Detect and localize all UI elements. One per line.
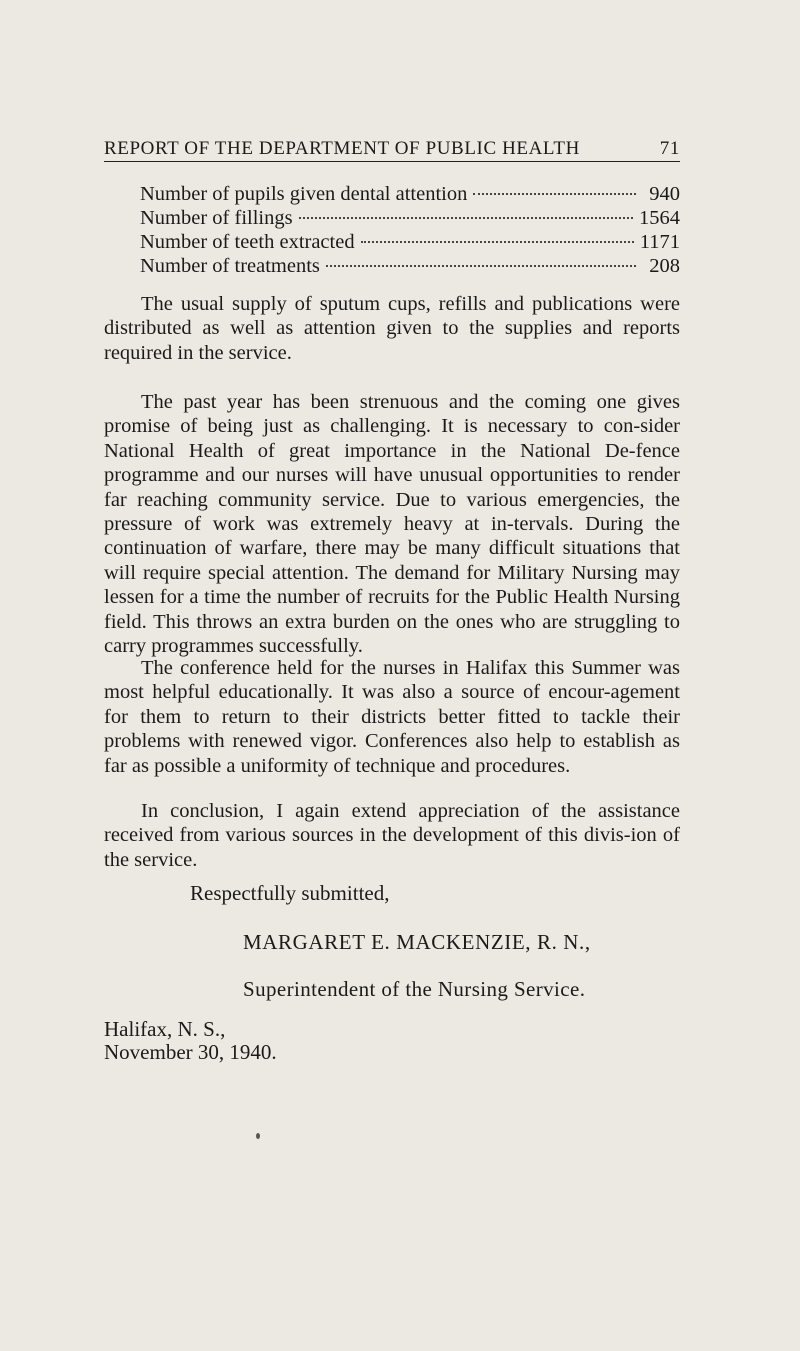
signature-name: MARGARET E. MACKENZIE, R. N., xyxy=(243,930,591,954)
paragraph-conclusion: In conclusion, I again extend appreciation of the assistance received from various sources in the development of this divis-ion of the service. xyxy=(104,800,680,871)
dot-leader xyxy=(473,193,636,195)
stat-value: 1171 xyxy=(639,231,680,253)
stat-value: 1564 xyxy=(639,207,680,229)
paragraph-supplies: The usual supply of sputum cups, refills and publications were distributed as well as attention given to the supplies and reports required in the service. xyxy=(104,293,680,364)
signature-title: Superintendent of the Nursing Service. xyxy=(243,977,586,1001)
stat-row xyxy=(140,206,680,230)
stat-value: 940 xyxy=(649,183,680,205)
place-and-date xyxy=(104,1018,277,1064)
stat-label: Number of treatments xyxy=(140,255,320,277)
closing-line: Respectfully submitted, xyxy=(190,881,390,905)
stat-label: Number of pupils given dental attention xyxy=(140,183,468,205)
stat-value: 208 xyxy=(649,255,680,277)
running-header xyxy=(104,132,680,162)
place-date: November 30, 1940. xyxy=(104,1040,277,1064)
dot-leader xyxy=(361,241,634,243)
stat-label: Number of teeth extracted xyxy=(140,231,355,253)
ink-speck xyxy=(256,1133,260,1139)
stat-row xyxy=(140,230,680,254)
paragraph-conference: The conference held for the nurses in Halifax this Summer was most helpful educationally. It was also a source of encour-agement for them to return to their districts better fitted to tackle their problems with renewed vigor. Conferences also help to establish as far as possible a uniformity of technique and procedures. xyxy=(104,657,680,777)
dental-statistics xyxy=(140,182,680,278)
page-number: 71 xyxy=(659,138,680,159)
paragraph-outlook: The past year has been strenuous and the coming one gives promise of being just as challenging. It is necessary to con-sider National Health of great importance in the National De-fence programme and our nurses will have unusual opportunities to render far reaching community service. Due to various emergencies, the pressure of work was extremely heavy at in-tervals. During the continuation of warfare, there may be many difficult situations that will require special attention. The demand for Military Nursing may lessen for a time the number of recruits for the Public Health Nursing field. This throws an extra burden on the ones who are struggling to carry programmes successfully. xyxy=(104,391,680,658)
stat-row xyxy=(140,254,680,278)
place-city: Halifax, N. S., xyxy=(104,1017,226,1041)
header-title: REPORT OF THE DEPARTMENT OF PUBLIC HEALTH xyxy=(104,138,580,159)
stat-row xyxy=(140,182,680,206)
dot-leader xyxy=(326,265,636,267)
stat-label: Number of fillings xyxy=(140,207,293,229)
dot-leader xyxy=(299,217,633,219)
